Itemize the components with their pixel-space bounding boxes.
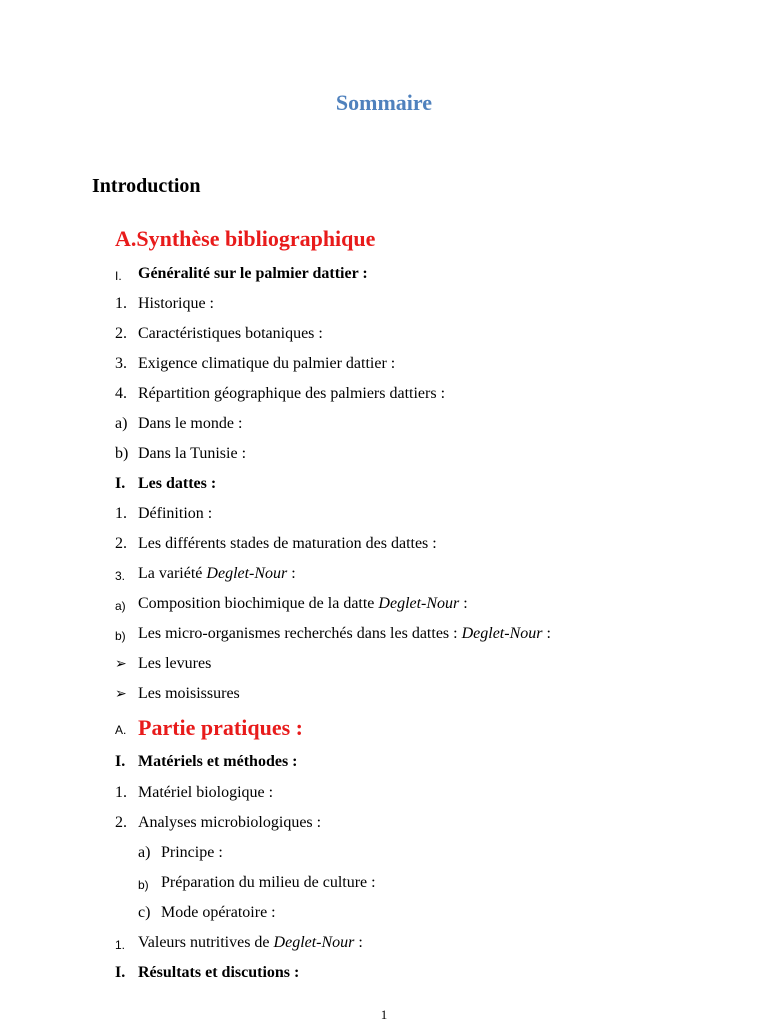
- toc-marker: b): [115, 445, 129, 462]
- toc-text: Les levures: [138, 655, 212, 672]
- toc-text: Analyses microbiologiques :: [138, 814, 322, 831]
- toc-marker: I.: [115, 753, 126, 770]
- toc-marker: 1.: [115, 295, 127, 312]
- toc-marker: I.: [115, 475, 126, 492]
- toc-marker: 4.: [115, 385, 127, 402]
- page-title: Sommaire: [335, 90, 433, 115]
- toc-marker: a): [138, 844, 151, 861]
- section-a-heading: A.Synthèse bibliographique: [115, 226, 376, 251]
- toc-marker: 1.: [115, 938, 126, 952]
- toc-text: Dans la Tunisie :: [138, 445, 247, 462]
- toc-text: Dans le monde :: [138, 415, 243, 432]
- toc-text: Exigence climatique du palmier dattier :: [138, 355, 396, 372]
- toc-text: Partie pratiques :: [138, 715, 303, 740]
- introduction-heading: Introduction: [92, 175, 201, 197]
- toc-text: Composition biochimique de la datte Deglet-Nour :: [138, 595, 468, 612]
- toc-text: Généralité sur le palmier dattier :: [138, 265, 368, 282]
- toc-text: Les dattes :: [138, 475, 217, 492]
- toc-text: Préparation du milieu de culture :: [161, 874, 376, 891]
- toc-text: Valeurs nutritives de Deglet-Nour :: [138, 934, 363, 951]
- toc-text: Répartition géographique des palmiers dattiers :: [138, 385, 446, 402]
- toc-text: Matériels et méthodes :: [138, 753, 298, 770]
- toc-text: Les différents stades de maturation des dattes :: [138, 535, 437, 552]
- toc-marker: 1.: [115, 505, 127, 522]
- toc-marker: 2.: [115, 325, 127, 342]
- arrow-bullet-icon: ➢: [115, 686, 127, 702]
- page-number: 1: [380, 1007, 388, 1022]
- toc-marker: 1.: [115, 784, 127, 801]
- toc-marker: c): [138, 904, 151, 921]
- toc-marker: I.: [115, 964, 126, 981]
- toc-marker: 3.: [115, 355, 127, 372]
- toc-marker: 3.: [115, 569, 126, 583]
- toc-text: Les moisissures: [138, 685, 240, 702]
- toc-text: La variété Deglet-Nour :: [138, 565, 296, 582]
- toc-marker: A.: [115, 723, 127, 737]
- toc-text: Matériel biologique :: [138, 784, 274, 801]
- toc-marker: I.: [115, 269, 122, 283]
- toc-marker: a): [115, 415, 128, 432]
- toc-text: Mode opératoire :: [161, 904, 276, 921]
- toc-marker: 2.: [115, 535, 127, 552]
- toc-marker: a): [115, 599, 126, 613]
- toc-text: Les micro-organismes recherchés dans les dattes : Deglet-Nour :: [138, 625, 551, 642]
- toc-text: Principe :: [161, 844, 223, 861]
- arrow-bullet-icon: ➢: [115, 656, 127, 672]
- toc-text: Caractéristiques botaniques :: [138, 325, 323, 342]
- toc-marker: b): [115, 629, 126, 643]
- toc-marker: b): [138, 878, 149, 892]
- toc-text: Définition :: [138, 505, 213, 522]
- toc-marker: 2.: [115, 814, 127, 831]
- toc-text: Résultats et discutions :: [138, 964, 300, 981]
- toc-text: Historique :: [138, 295, 214, 312]
